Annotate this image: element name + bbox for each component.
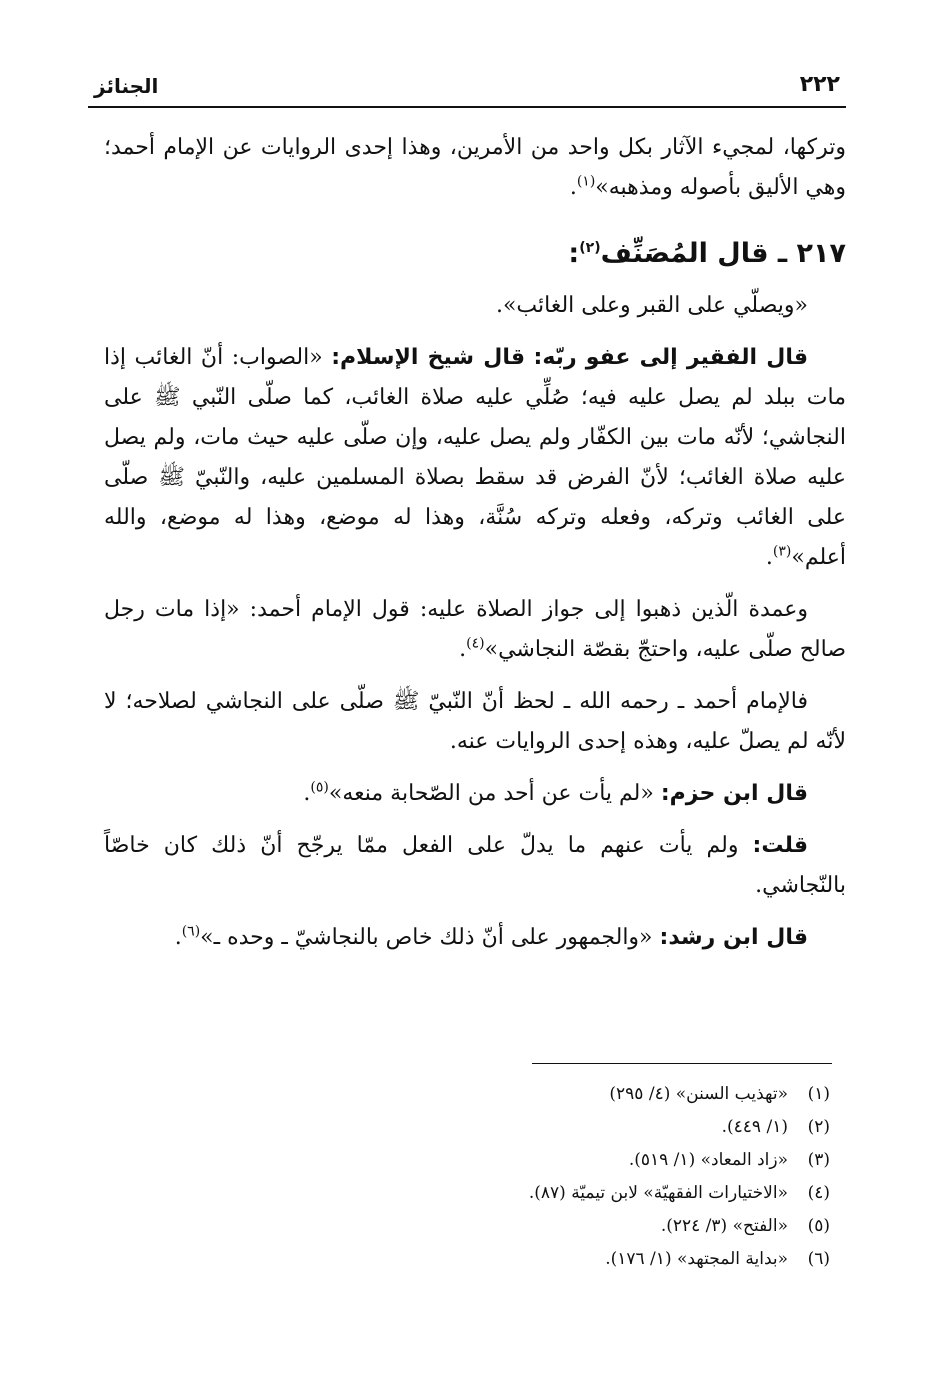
paragraph-3-text: «الصواب: أنّ الغائب إذا مات ببلد لم يصل عليه فيه؛ صُلِّي عليه صلاة الغائب، كما صلّى النّبي ﷺ على النجاشي؛ لأنّه مات بين الكفّار ولم يصل عليه، وإن صلّى عليه حيث مات، ولم يصل عليه صلاة الغائب؛ لأنّ الفرض قد سقط بصلاة المسلمين عليه، والنّبيّ ﷺ صلّى على الغائب وتركه، وفعله وتركه سُنَّة، وهذا له موضع، وهذا له موضع، والله أعلم» bbox=[104, 345, 846, 570]
footnote-ref-6: (٦) bbox=[181, 923, 201, 940]
footnote-ref-5: (٥) bbox=[310, 779, 329, 796]
page-number: ٢٢٢ bbox=[799, 72, 840, 97]
footnote-number: (٥) bbox=[807, 1216, 830, 1236]
main-text bbox=[104, 128, 846, 970]
footnote-number: (٢) bbox=[807, 1117, 830, 1137]
footnote-item bbox=[270, 1243, 830, 1276]
speaker-label: قال ابن حزم: bbox=[660, 781, 808, 806]
paragraph-2-text: «ويصلّي على القبر وعلى الغائب». bbox=[495, 293, 808, 318]
paragraph-1-text: وتركها، لمجيء الآثار بكل واحد من الأمرين، وهذا إحدى الروايات عن الإمام أحمد؛ وهي الأليق بأصوله ومذهبه» bbox=[104, 135, 846, 200]
speaker-label: قال ابن رشد: bbox=[659, 925, 808, 950]
paragraph-1 bbox=[104, 128, 846, 208]
paragraph-2 bbox=[104, 286, 846, 326]
footnote-item bbox=[270, 1144, 830, 1177]
paragraph-8-tail: . bbox=[174, 925, 182, 950]
footnote-text: «تهذيب السنن» (٤/ ٢٩٥) bbox=[609, 1084, 788, 1104]
paragraph-4 bbox=[104, 590, 846, 670]
chapter-title: الجنائز bbox=[94, 74, 159, 98]
footnote-number: (٤) bbox=[807, 1183, 830, 1203]
paragraph-4-text: وعمدة الّذين ذهبوا إلى جواز الصلاة عليه: قول الإمام أحمد: «إذا مات رجل صالح صلّى عليه، واحتجّ بقصّة النجاشي» bbox=[104, 597, 846, 662]
running-header bbox=[88, 66, 846, 108]
footnotes bbox=[270, 1078, 830, 1276]
footnote-ref-3: (٣) bbox=[772, 543, 792, 560]
speaker-label: قال الفقير إلى عفو ربّه: bbox=[533, 345, 808, 370]
paragraph-8-text: «والجمهور على أنّ ذلك خاص بالنجاشيّ ـ وحده ـ» bbox=[200, 925, 653, 950]
footnote-ref-2: (٢) bbox=[579, 240, 601, 256]
paragraph-7 bbox=[104, 826, 846, 906]
footnote-text: «زاد المعاد» (١/ ٥١٩). bbox=[628, 1150, 788, 1170]
paragraph-4-tail: . bbox=[459, 637, 467, 662]
footnote-number: (١) bbox=[807, 1084, 830, 1104]
footnote-ref-4: (٤) bbox=[466, 635, 485, 652]
footnote-item bbox=[270, 1210, 830, 1243]
footnote-text: (١/ ٤٤٩). bbox=[721, 1117, 788, 1137]
footnote-item bbox=[270, 1111, 830, 1144]
section-heading-text: ٢١٧ ـ قال المُصَنِّف bbox=[600, 238, 846, 269]
speaker-label: قال شيخ الإسلام: bbox=[331, 345, 526, 370]
paragraph-5-text: فالإمام أحمد ـ رحمه الله ـ لحظ أنّ النّبيّ ﷺ صلّى على النجاشي لصلاحه؛ لا لأنّه لم يصلّ عليه، وهذه إحدى الروايات عنه. bbox=[104, 689, 846, 754]
footnote-item bbox=[270, 1078, 830, 1111]
footnote-text: «الاختيارات الفقهيّة» لابن تيميّة (٨٧). bbox=[528, 1183, 788, 1203]
paragraph-3-tail: . bbox=[765, 545, 773, 570]
footnote-separator bbox=[532, 1063, 832, 1064]
paragraph-3 bbox=[104, 338, 846, 578]
paragraph-6-tail: . bbox=[303, 781, 311, 806]
section-heading-tail: : bbox=[568, 238, 580, 269]
paragraph-7-text: ولم يأت عنهم ما يدلّ على الفعل ممّا يرجّح أنّ ذلك كان خاصّاً بالنّجاشي. bbox=[104, 833, 846, 898]
footnote-number: (٦) bbox=[807, 1249, 830, 1269]
section-heading bbox=[104, 234, 846, 274]
footnote-ref-1: (١) bbox=[576, 173, 596, 190]
paragraph-5 bbox=[104, 682, 846, 762]
footnote-text: «الفتح» (٣/ ٢٢٤). bbox=[660, 1216, 788, 1236]
paragraph-8 bbox=[104, 918, 846, 958]
paragraph-6-text: «لم يأت عن أحد من الصّحابة منعه» bbox=[328, 781, 654, 806]
footnote-item bbox=[270, 1177, 830, 1210]
paragraph-6 bbox=[104, 774, 846, 814]
footnote-text: «بداية المجتهد» (١/ ١٧٦). bbox=[605, 1249, 788, 1269]
footnote-number: (٣) bbox=[807, 1150, 830, 1170]
paragraph-1-tail: . bbox=[569, 175, 577, 200]
speaker-label: قلت: bbox=[752, 833, 808, 858]
